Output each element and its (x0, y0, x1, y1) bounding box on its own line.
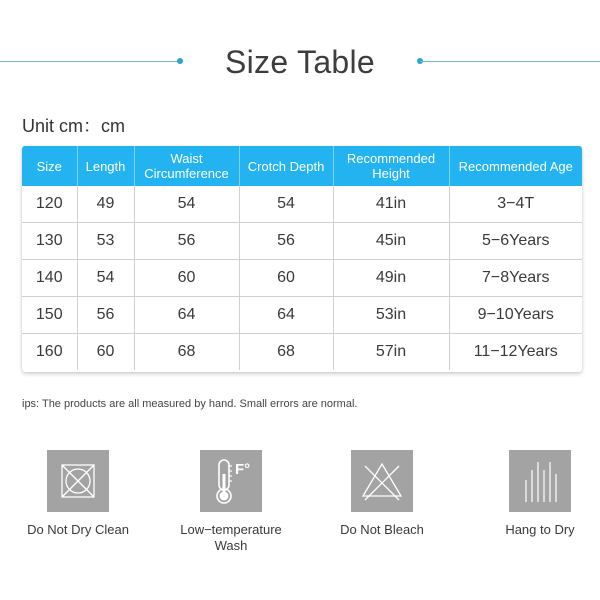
cell-length: 49 (77, 186, 134, 223)
table-header-row (22, 146, 582, 186)
table-row (22, 223, 582, 260)
cell-length: 60 (77, 334, 134, 371)
cell-length: 54 (77, 260, 134, 297)
cell-height: 45in (333, 223, 449, 260)
cell-waist: 60 (134, 260, 239, 297)
cell-waist: 54 (134, 186, 239, 223)
cell-size: 160 (22, 334, 77, 371)
table-row (22, 334, 582, 371)
tips-note: ips: The products are all measured by hand. Small errors are normal. (22, 398, 358, 410)
header-length: Length (77, 146, 134, 186)
cell-height: 53in (333, 297, 449, 334)
care-item-hang-to-dry (480, 450, 600, 538)
cell-age: 9−10Years (449, 297, 582, 334)
title-row (0, 40, 600, 84)
care-item-dry-clean (18, 450, 138, 538)
cell-waist: 64 (134, 297, 239, 334)
title-divider-right (420, 61, 600, 62)
cell-age: 7−8Years (449, 260, 582, 297)
cell-size: 120 (22, 186, 77, 223)
cell-height: 41in (333, 186, 449, 223)
temperature-unit-text: F° (235, 461, 251, 478)
cell-age: 11−12Years (473, 343, 558, 360)
cell-crotch-depth: 60 (239, 260, 333, 297)
cell-crotch-depth: 64 (239, 297, 333, 334)
cell-height: 57in (333, 334, 449, 371)
table-row (22, 186, 582, 223)
hang-to-dry-icon (509, 450, 571, 512)
do-not-dry-clean-icon (47, 450, 109, 512)
low-temperature-wash-icon (200, 450, 262, 512)
cell-size: 140 (22, 260, 77, 297)
header-crotch-depth: Crotch Depth (239, 146, 333, 186)
header-recommended-height: Recommended Height (333, 146, 449, 186)
table-row (22, 260, 582, 297)
page-title: Size Table (224, 44, 376, 80)
care-item-do-not-bleach (322, 450, 442, 538)
cell-length: 53 (77, 223, 134, 260)
header-recommended-age: Recommended Age (449, 146, 582, 186)
cell-size: 130 (22, 223, 77, 260)
unit-label: Unit cm：cm (22, 116, 125, 136)
care-item-low-temperature-wash (171, 450, 291, 554)
cell-crotch-depth: 54 (239, 186, 333, 223)
size-table (22, 146, 582, 372)
cell-size: 150 (22, 297, 77, 334)
header-waist-circumference: Waist Circumference (134, 146, 239, 186)
table-row (22, 297, 582, 334)
care-label: Low−temperature Wash (180, 522, 282, 553)
cell-height: 49in (333, 260, 449, 297)
care-label: Do Not Dry Clean (27, 522, 129, 537)
care-label: Do Not Bleach (340, 522, 424, 537)
cell-length: 56 (77, 297, 134, 334)
do-not-bleach-icon (351, 450, 413, 512)
cell-crotch-depth: 68 (239, 334, 333, 371)
cell-crotch-depth: 56 (239, 223, 333, 260)
cell-age: 5−6Years (449, 223, 582, 260)
header-size: Size (22, 146, 77, 186)
cell-age: 3−4T (449, 186, 582, 223)
care-label: Hang to Dry (505, 522, 575, 537)
cell-waist: 68 (134, 334, 239, 371)
cell-waist: 56 (134, 223, 239, 260)
